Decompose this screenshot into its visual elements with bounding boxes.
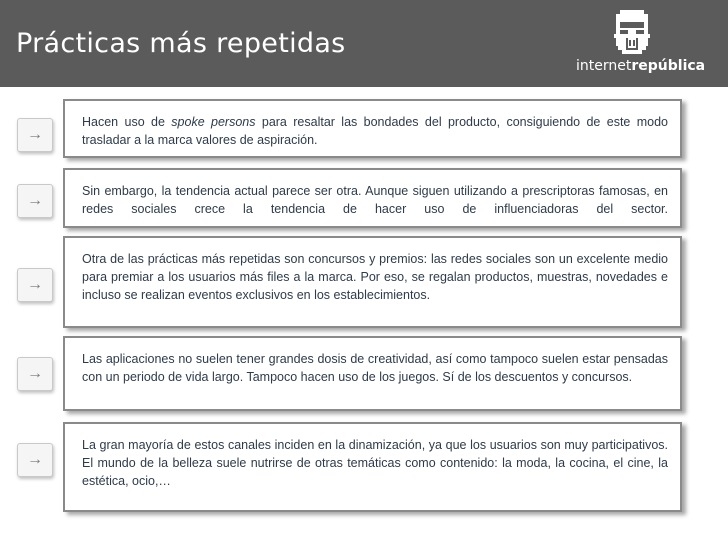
card-text: Las aplicaciones no suelen tener grandes dosis de creatividad, así como tampoco suelen estar pensadas con un periodo de vida largo. Tampoco hacen uso de los juegos. Sí de los descuentos y concursos. [82,352,668,384]
arrow-right-icon: → [17,443,53,477]
text-card [63,99,682,158]
arrow-right-icon: → [17,118,53,152]
text-card [63,336,682,411]
text-card [63,168,682,228]
header-bar [0,0,728,87]
text-card [63,236,682,328]
internet-republica-logo [572,8,712,82]
arrow-right-icon: → [17,357,53,391]
stormtrooper-helmet-icon [610,8,654,58]
arrow-right-icon: → [17,184,53,218]
page-title: Prácticas más repetidas [16,28,346,59]
logo-wordmark: internetrepública [576,58,706,74]
card-text: Hacen uso de spoke persons para resaltar las bondades del producto, consiguiendo de este modo trasladar a la marca valores de aspiración. [82,115,669,147]
card-text: Sin embargo, la tendencia actual parece ser otra. Aunque siguen utilizando a prescriptoras famosas, en redes sociales crece la tendencia de hacer uso de influenciadoras del sector. [82,184,668,216]
card-text: La gran mayoría de estos canales inciden en la dinamización, ya que los usuarios son muy participativos. El mundo de la belleza suele nutrirse de otras temáticas como contenido: la moda, la cocina, el cine, la estética, ocio,… [82,438,668,488]
card-text: Otra de las prácticas más repetidas son concursos y premios: las redes sociales son un excelente medio para premiar a los usuarios más files a la marca. Por eso, se regalan productos, muestras, novedades e incluso se realizan eventos exclusivos en los establecimientos. [82,252,668,302]
arrow-right-icon: → [17,268,53,302]
text-card [63,422,682,512]
